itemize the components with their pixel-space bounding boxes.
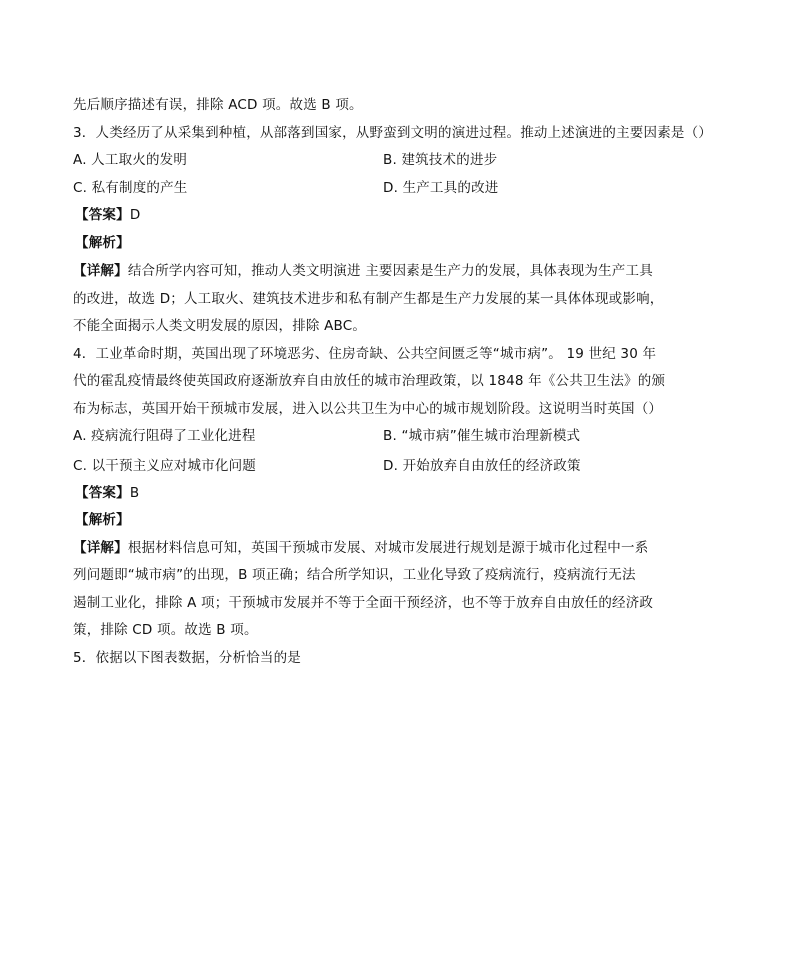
question-3-stem: 3．人类经历了从采集到种植，从部落到国家，从野蛮到文明的演进过程。推动上述演进的主要因素是（）: [73, 125, 712, 141]
question-3-detail-line-3: 不能全面揭示人类文明发展的原因，排除 ABC。: [73, 318, 367, 334]
question-4-stem-line-1: 4．工业革命时期，英国出现了环境恶劣、住房奇缺、公共空间匮乏等“城市病”。 19 世纪 30 年: [73, 346, 657, 362]
answer-value: D: [129, 207, 141, 223]
question-4-option-b: B. “城市病”催生城市治理新模式: [383, 428, 581, 444]
detail-text: 结合所学内容可知，推动人类文明演进 主要因素是生产力的发展，具体表现为生产工具: [127, 263, 653, 279]
question-4-option-a: A. 疫病流行阻碍了工业化进程: [73, 428, 256, 444]
question-4-answer: [75, 484, 139, 502]
question-4-analysis-tag: [75, 511, 130, 529]
answer-tag: 【答案】: [75, 485, 130, 501]
question-3-answer: [75, 206, 140, 224]
question-3-detail-line-1: [73, 262, 653, 280]
question-4-detail-line-2: 列问题即“城市病”的出现，B 项正确；结合所学知识，工业化导致了疫病流行，疫病流行无法: [73, 567, 636, 583]
question-4-stem-line-2: 代的霍乱疫情最终使英国政府逐渐放弃自由放任的城市治理政策，以 1848 年《公共卫生法》的颁: [73, 373, 666, 389]
question-4-detail-line-1: [73, 539, 648, 557]
question-5-stem: 5．依据以下图表数据，分析恰当的是: [73, 650, 301, 666]
detail-tag: 【详解】: [73, 263, 128, 279]
question-3-option-b: B. 建筑技术的进步: [383, 152, 498, 168]
question-4-detail-line-3: 遏制工业化，排除 A 项；干预城市发展并不等于全面干预经济，也不等于放弃自由放任的经济政: [73, 595, 654, 611]
answer-value: B: [129, 485, 140, 501]
text-line-prev-conclusion: 先后顺序描述有误，排除 ACD 项。故选 B 项。: [73, 97, 363, 113]
question-3-analysis-tag: [75, 234, 130, 252]
question-3-option-d: D. 生产工具的改进: [383, 180, 499, 196]
question-4-detail-line-4: 策，排除 CD 项。故选 B 项。: [73, 622, 258, 638]
question-3-option-a: A. 人工取火的发明: [73, 152, 188, 168]
detail-text: 根据材料信息可知，英国干预城市发展、对城市发展进行规划是源于城市化过程中一系: [127, 540, 649, 556]
question-4-stem-line-3: 布为标志，英国开始干预城市发展，进入以公共卫生为中心的城市规划阶段。这说明当时英国（）: [73, 401, 663, 417]
question-4-option-d: D. 开始放弃自由放任的经济政策: [383, 458, 581, 474]
answer-tag: 【答案】: [75, 207, 130, 223]
question-4-option-c: C. 以干预主义应对城市化问题: [73, 458, 257, 474]
question-3-detail-line-2: 的改进，故选 D；人工取火、建筑技术进步和私有制产生都是生产力发展的某一具体体现或影响，: [73, 291, 664, 307]
detail-tag: 【详解】: [73, 540, 128, 556]
analysis-tag: 【解析】: [75, 512, 130, 528]
question-3-option-c: C. 私有制度的产生: [73, 180, 188, 196]
analysis-tag: 【解析】: [75, 235, 130, 251]
